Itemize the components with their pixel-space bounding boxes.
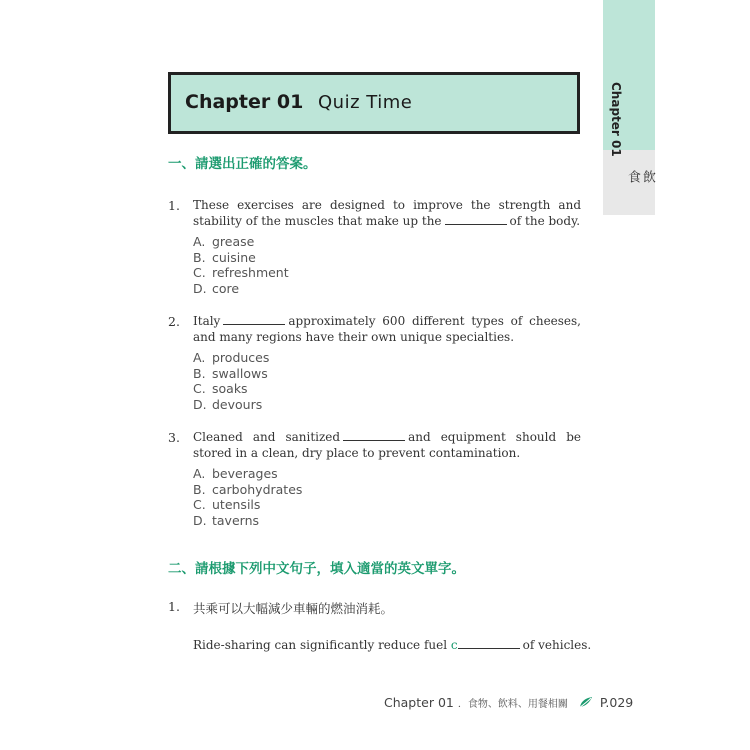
hint-letter: c [450,638,458,652]
page-footer [384,695,633,710]
option-item [193,265,289,281]
option-text: cuisine [212,249,256,265]
question-text [193,197,581,229]
option-item [193,234,289,250]
option-text: soaks [212,381,248,397]
section-1-heading: 一、請選出正確的答案。 [168,156,317,172]
option-letter: B. [193,249,206,265]
option-item [193,281,289,297]
question-text-before: Cleaned and sanitized [193,430,341,444]
option-item [193,381,269,397]
chapter-title-box [168,72,580,134]
option-letter: A. [193,466,206,481]
footer-chapter: Chapter 01 [384,695,454,710]
option-item [193,466,302,482]
side-tab-chapter-label: Chapter 01 [609,82,623,157]
side-tab-topic-label [603,156,655,196]
question-text [193,429,581,461]
option-text: taverns [212,513,260,529]
answer-options [193,234,289,297]
option-letter: B. [193,365,206,381]
question-text-after: approximately 600 different types of cheeses, and many regions have their own unique specialties. [193,314,581,344]
option-text: refreshment [212,265,289,281]
question-text-after: of the body. [509,214,581,228]
option-letter: C. [193,497,206,513]
answer-options [193,350,269,413]
option-letter: D. [193,281,207,297]
chapter-number: Chapter 01 [185,91,304,113]
side-tab-topic-char: 飲 [640,169,655,183]
side-tab-topic-char: 食 [625,169,640,183]
option-text: core [212,281,240,297]
option-item [193,397,269,413]
option-letter: D. [193,513,207,529]
question-number: 2. [168,314,180,329]
footer-topics: ．食物、飲料、用餐相關 [457,699,568,710]
option-item [193,497,302,513]
question-text-before: Ride-sharing can significantly reduce fuel [193,638,448,652]
leaf-icon [578,696,594,709]
question-text-before: These exercises are designed to improve the strength and stability of the muscles that make up the [193,198,581,228]
answer-blank [343,430,405,441]
question-text-after: and equipment should be stored in a clean, dry place to prevent contamination. [193,430,582,460]
chinese-sentence: 共乘可以大幅減少車輛的燃油消耗。 [193,601,394,616]
quiz-title: Quiz Time [318,92,413,113]
option-letter: C. [193,265,206,281]
question-text-before: Italy [193,314,221,328]
option-letter: D. [193,397,207,413]
question-number: 3. [168,430,180,445]
question-text [193,637,593,653]
option-item [193,513,302,529]
option-text: carbohydrates [212,481,303,497]
section-2-heading: 二、請根據下列中文句子，填入適當的英文單字。 [168,561,465,577]
option-item [193,250,289,266]
answer-blank [445,214,507,225]
answer-blank [223,314,285,325]
option-text: utensils [212,497,261,513]
option-letter: C. [193,381,206,397]
option-text: devours [212,397,263,413]
option-letter: A. [193,350,206,365]
option-item [193,482,302,498]
option-text: beverages [212,466,278,481]
chapter-side-tab [603,0,655,215]
page-number: P.029 [599,695,634,710]
question-number: 1. [168,599,180,614]
option-item [193,366,269,382]
question-text [193,313,581,345]
question-text-after: of vehicles. [522,638,592,652]
option-letter: B. [193,481,206,497]
option-item [193,350,269,366]
option-text: grease [212,234,255,249]
option-letter: A. [193,234,206,249]
answer-options [193,466,302,529]
option-text: produces [212,350,270,365]
option-text: swallows [212,365,268,381]
question-number: 1. [168,198,180,213]
answer-blank [458,638,520,649]
